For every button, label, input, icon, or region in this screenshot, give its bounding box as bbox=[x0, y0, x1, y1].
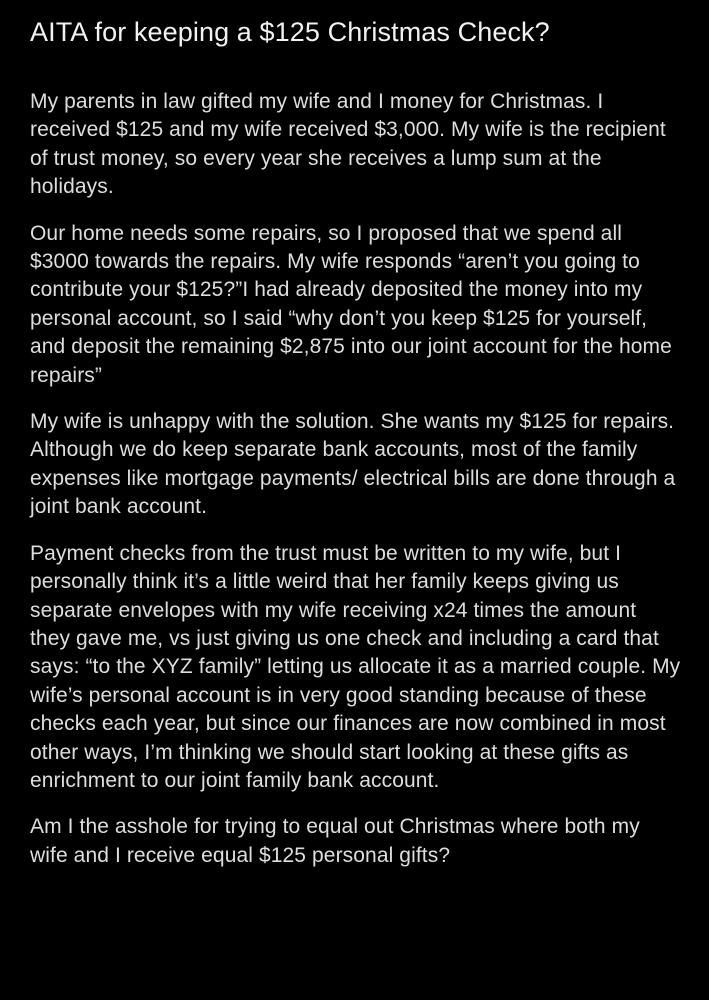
post-paragraph-2: Our home needs some repairs, so I proposed that we spend all $3000 towards the repairs. My wife responds “aren’t you going to contribute your $125?”I had already deposited the money into my personal account, so I said “why don’t you keep $125 for yourself, and deposit the remaining $2,875 into our joint account for the home repairs” bbox=[30, 221, 672, 387]
post-title: AITA for keeping a $125 Christmas Check? bbox=[30, 17, 550, 47]
post-body bbox=[30, 88, 681, 870]
post-paragraph-4: Payment checks from the trust must be written to my wife, but I personally think it’s a little weird that her family keeps giving us separate envelopes with my wife receiving x24 times the amount they gave me, vs just giving us one check and including a card that says: “to the XYZ family” letting us allocate it as a married couple. My wife’s personal account is in very good standing because of these checks each year, but since our finances are now combined in most other ways, I’m thinking we should start looking at these gifts as enrichment to our joint family bank account. bbox=[30, 541, 681, 792]
post-paragraph-3: My wife is unhappy with the solution. She wants my $125 for repairs. Although we do keep separate bank accounts, most of the family expenses like mortgage payments/ electrical bills are done through a joint bank account. bbox=[30, 410, 676, 519]
post-paragraph-1: My parents in law gifted my wife and I money for Christmas. I received $125 and my wife received $3,000. My wife is the recipient of trust money, so every year she receives a lump sum at the holidays. bbox=[30, 90, 666, 199]
post-paragraph-5: Am I the asshole for trying to equal out Christmas where both my wife and I receive equal $125 personal gifts? bbox=[30, 815, 640, 867]
